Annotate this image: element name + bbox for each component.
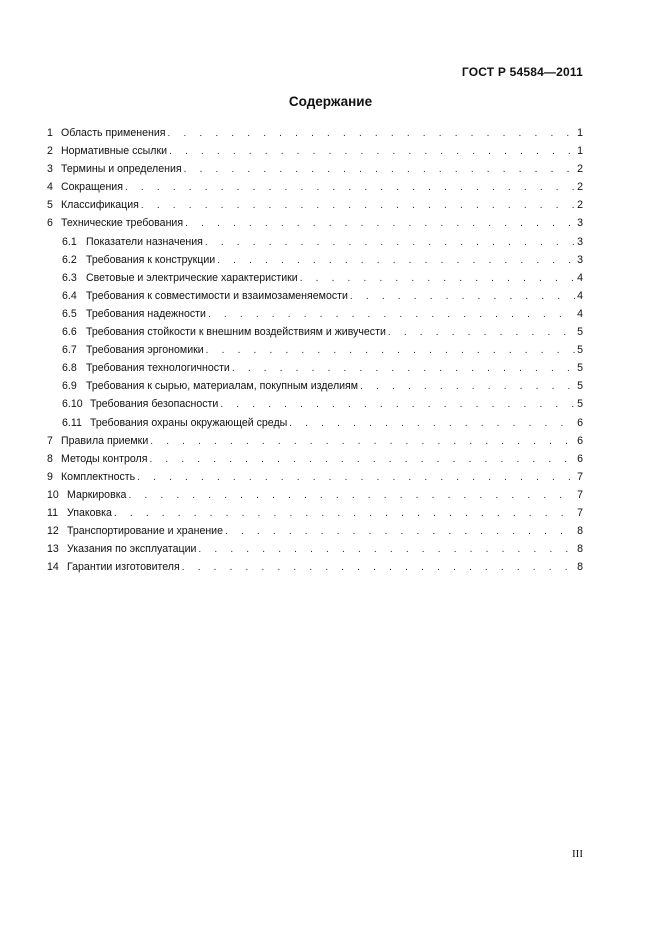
toc-entry-label: Гарантии изготовителя [67, 561, 180, 574]
toc-entry[interactable] [47, 558, 583, 576]
toc-entry-page: 8 [577, 543, 583, 556]
page-number: III [572, 848, 583, 860]
toc-entry-label: Упаковка [67, 506, 112, 519]
toc-entry-label: Требования стойкости к внешним воздействиям и живучести [86, 326, 386, 339]
dot-leader [225, 523, 575, 541]
toc-entry-label: Термины и определения [61, 163, 182, 176]
toc-subentry[interactable] [47, 359, 583, 377]
toc-entry-number: 6.3 [62, 271, 77, 284]
toc-entry[interactable] [47, 522, 583, 540]
toc-subentry[interactable] [47, 377, 583, 395]
toc-entry-label: Маркировка [67, 488, 127, 501]
toc-entry[interactable] [47, 468, 583, 486]
dot-leader [350, 288, 575, 306]
dot-leader [220, 396, 575, 414]
toc-entry-number: 6.5 [62, 307, 77, 320]
toc-subentry[interactable] [47, 269, 583, 287]
toc-entry-page: 8 [577, 561, 583, 574]
toc-entry[interactable] [47, 540, 583, 558]
toc-entry-label: Показатели назначения [86, 235, 203, 248]
dot-leader [182, 559, 575, 577]
toc-entry-number: 14 [47, 561, 59, 574]
toc-entry-label: Правила приемки [61, 434, 149, 447]
toc-entry-label: Указания по эксплуатации [67, 543, 197, 556]
toc-entry-label: Классификация [61, 199, 139, 212]
toc-entry-number: 6 [47, 217, 53, 230]
toc-entry-page: 2 [577, 181, 583, 194]
dot-leader [150, 433, 575, 451]
toc-entry[interactable] [47, 124, 583, 142]
toc-entry-label: Транспортирование и хранение [67, 525, 223, 538]
toc-entry-number: 11 [47, 506, 58, 519]
dot-leader [206, 342, 575, 360]
toc-entry-number: 13 [47, 543, 59, 556]
toc-subentry[interactable] [47, 341, 583, 359]
toc-entry-number: 10 [47, 488, 59, 501]
toc-entry-label: Сокращения [61, 181, 123, 194]
toc-entry-page: 5 [577, 344, 583, 357]
toc-entry-page: 5 [577, 380, 583, 393]
toc-subentry[interactable] [47, 305, 583, 323]
toc-entry-number: 6.8 [62, 362, 77, 375]
toc-entry-page: 3 [577, 253, 583, 266]
toc-entry-number: 6.7 [62, 344, 77, 357]
toc-entry[interactable] [47, 196, 583, 214]
toc-entry-label: Световые и электрические характеристики [86, 271, 298, 284]
toc-entry-label: Требования к совместимости и взаимозаменяемости [86, 289, 348, 302]
toc-entry-page: 6 [577, 434, 583, 447]
toc-entry-number: 6.2 [62, 253, 77, 266]
toc-entry-page: 4 [577, 307, 583, 320]
dot-leader [205, 234, 575, 252]
toc-entry-label: Требования к сырью, материалам, покупным изделиям [86, 380, 359, 393]
dot-leader [169, 143, 575, 161]
toc-entry-page: 2 [577, 199, 583, 212]
document-code: ГОСТ Р 54584—2011 [461, 65, 583, 79]
toc-entry-number: 6.6 [62, 326, 77, 339]
toc-entry-page: 5 [577, 398, 583, 411]
toc-entry-label: Требования к конструкции [86, 253, 216, 266]
dot-leader [114, 505, 575, 523]
dot-leader [198, 541, 575, 559]
toc-subentry[interactable] [47, 395, 583, 413]
toc-entry-number: 6.4 [62, 289, 77, 302]
toc-entry-page: 5 [577, 326, 583, 339]
dot-leader [184, 161, 575, 179]
toc-subentry[interactable] [47, 287, 583, 305]
toc-entry-number: 6.9 [62, 380, 77, 393]
toc-entry[interactable] [47, 486, 583, 504]
toc-entry-number: 7 [47, 434, 53, 447]
toc-entry-label: Требования надежности [86, 307, 206, 320]
toc-entry[interactable] [47, 450, 583, 468]
toc-entry-number: 12 [47, 525, 59, 538]
toc-entry-page: 7 [577, 506, 583, 519]
toc-entry-page: 8 [577, 525, 583, 538]
dot-leader [388, 324, 575, 342]
toc-entry-page: 3 [577, 217, 583, 230]
toc-entry-page: 6 [577, 452, 583, 465]
dot-leader [167, 125, 575, 143]
toc-entry[interactable] [47, 504, 583, 522]
toc-entry[interactable] [47, 142, 583, 160]
toc-entry-page: 3 [577, 235, 583, 248]
dot-leader [232, 360, 575, 378]
dot-leader [125, 179, 575, 197]
toc-entry[interactable] [47, 432, 583, 450]
toc-entry-number: 4 [47, 181, 53, 194]
dot-leader [137, 469, 575, 487]
dot-leader [217, 252, 575, 270]
dot-leader [185, 215, 575, 233]
toc-entry-label: Требования эргономики [86, 344, 204, 357]
toc-entry-page: 7 [577, 488, 583, 501]
toc-entry-page: 4 [577, 271, 583, 284]
toc-entry-page: 2 [577, 163, 583, 176]
dot-leader [128, 487, 575, 505]
toc-entry-page: 5 [577, 362, 583, 375]
toc-entry-label: Методы контроля [61, 452, 148, 465]
toc-subentry[interactable] [47, 251, 583, 269]
dot-leader [149, 451, 575, 469]
dot-leader [360, 378, 575, 396]
toc-entry[interactable] [47, 178, 583, 196]
toc-entry-page: 1 [577, 145, 583, 158]
toc-entry-number: 9 [47, 470, 53, 483]
toc-entry-number: 8 [47, 452, 53, 465]
toc-subentry[interactable] [47, 414, 583, 432]
toc-entry-page: 6 [577, 416, 583, 429]
toc-entry-number: 6.1 [62, 235, 77, 248]
toc-entry-label: Комплектность [61, 470, 136, 483]
toc-entry[interactable] [47, 214, 583, 232]
toc-entry-number: 3 [47, 163, 53, 176]
toc-entry-number: 6.11 [62, 416, 82, 429]
toc-title: Содержание [288, 94, 373, 109]
dot-leader [300, 270, 575, 288]
toc-entry-number: 6.10 [62, 398, 83, 411]
toc-entry-page: 7 [577, 470, 583, 483]
toc-entry-label: Область применения [61, 127, 166, 139]
toc-entry-number: 1 [47, 127, 53, 139]
toc-entry-page: 1 [577, 127, 583, 139]
toc-entry-label: Требования безопасности [90, 398, 219, 411]
toc-subentry[interactable] [47, 323, 583, 341]
table-of-contents [47, 124, 583, 576]
toc-entry-label: Технические требования [61, 217, 184, 230]
toc-entry[interactable] [47, 160, 583, 178]
toc-entry-label: Требования технологичности [86, 362, 230, 375]
toc-entry-label: Нормативные ссылки [61, 145, 168, 158]
toc-entry-label: Требования охраны окружающей среды [90, 416, 288, 429]
dot-leader [208, 306, 575, 324]
toc-entry-page: 4 [577, 289, 583, 302]
toc-subentry[interactable] [47, 233, 583, 251]
dot-leader [289, 415, 575, 433]
toc-entry-number: 5 [47, 199, 53, 212]
toc-entry-number: 2 [47, 145, 53, 158]
dot-leader [141, 197, 575, 215]
